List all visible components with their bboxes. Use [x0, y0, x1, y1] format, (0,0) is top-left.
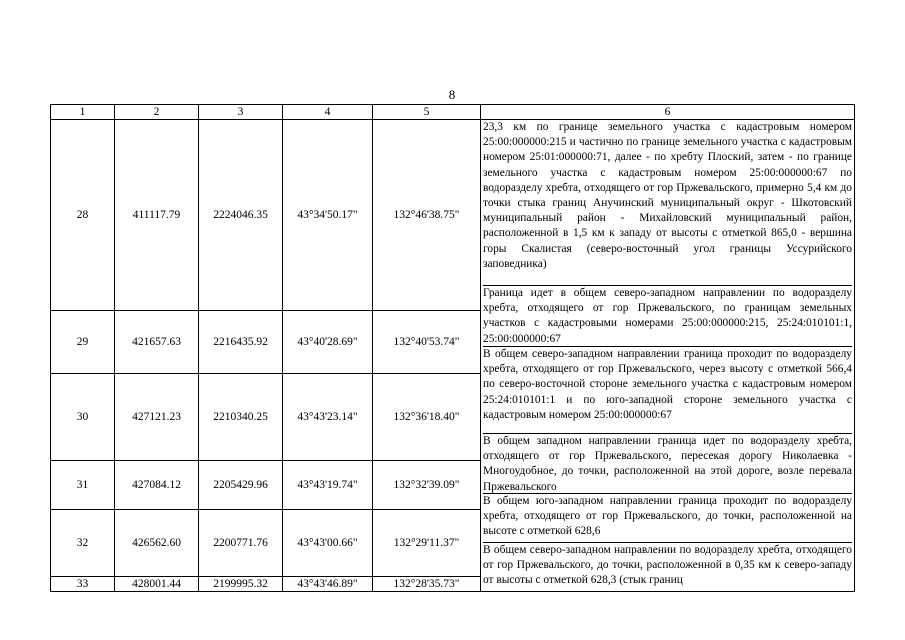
coord-y: 2205429.96 — [199, 461, 283, 510]
coord-x: 426562.60 — [115, 510, 199, 577]
coord-y: 2210340.25 — [199, 374, 283, 461]
coord-y: 2224046.35 — [199, 120, 283, 311]
latitude: 43°43'00.66" — [283, 510, 373, 577]
column-header: 5 — [373, 105, 481, 120]
column-header: 4 — [283, 105, 373, 120]
longitude: 132°36'18.40" — [373, 374, 481, 461]
header-row — [51, 105, 855, 120]
point-number: 30 — [51, 374, 115, 461]
longitude: 132°28'35.73" — [373, 577, 481, 592]
column-header: 2 — [115, 105, 199, 120]
table-row — [51, 120, 855, 311]
point-number: 33 — [51, 577, 115, 592]
coord-y: 2200771.76 — [199, 510, 283, 577]
coord-x: 428001.44 — [115, 577, 199, 592]
longitude: 132°46'38.75" — [373, 120, 481, 311]
coord-x: 427084.12 — [115, 461, 199, 510]
latitude: 43°43'46.89" — [283, 577, 373, 592]
column-header: 1 — [51, 105, 115, 120]
page-number: 8 — [448, 87, 456, 102]
latitude: 43°43'23.14" — [283, 374, 373, 461]
coord-y: 2199995.32 — [199, 577, 283, 592]
coord-y: 2216435.92 — [199, 311, 283, 374]
coordinates-table — [50, 104, 855, 592]
latitude: 43°34'50.17" — [283, 120, 373, 311]
coord-x: 421657.63 — [115, 311, 199, 374]
boundary-description: В общем северо-западном направлении граница проходит по водоразделу хребта, отходящего от гор Пржевальского, через высоту с отметкой 566,4 по северо-восточной стороне земельного участка с кадастровым номером 25:24:010101:1 и по юго-западной стороне земельного участка с кадастровым номером 25:00:000000:67 — [483, 346, 852, 433]
latitude: 43°43'19.74" — [283, 461, 373, 510]
longitude: 132°29'11.37" — [373, 510, 481, 577]
boundary-description: В общем северо-западном направлении по водоразделу хребта, отходящего от гор Пржевальского, до точки, расположенной в 0,35 км к северо-западу от высоты с отметкой 628,3 (стык границ — [483, 544, 852, 587]
boundary-description: В общем западном направлении граница идет по водоразделу хребта, отходящего от гор Пржевальского, пересекая дорогу Николаевка - Многоудобное, до точки, расположенной на этой дороге, возле перевала Пржевальского — [483, 435, 852, 493]
boundary-description: В общем юго-западном направлении граница проходит по водоразделу хребта, отходящего от гор Пржевальского, до точки, расположенной на высоте с отметкой 628,6 — [483, 493, 852, 542]
boundary-description-column — [481, 120, 855, 592]
point-number: 29 — [51, 311, 115, 374]
boundary-description: Граница идет в общем северо-западном направлении по водоразделу хребта, отходящего от гор Пржевальского, по границам земельных участков с кадастровыми номерами 25:00:000000:215, 25:24:010101:1, 25:00:000000:67 — [483, 287, 852, 345]
longitude: 132°40'53.74" — [373, 311, 481, 374]
coord-x: 427121.23 — [115, 374, 199, 461]
point-number: 31 — [51, 461, 115, 510]
point-number: 32 — [51, 510, 115, 577]
column-header: 3 — [199, 105, 283, 120]
point-number: 28 — [51, 120, 115, 311]
latitude: 43°40'28.69" — [283, 311, 373, 374]
longitude: 132°32'39.09" — [373, 461, 481, 510]
column-header: 6 — [481, 105, 855, 120]
boundary-description: 23,3 км по границе земельного участка с кадастровым номером 25:00:000000:215 и частично по границе земельного участка с кадастровым номером 25:01:000000:71, далее - по хребту Плоский, затем - по границе земельного участка с кадастровым номером 25:00:000000:67 по водоразделу хребта, отходящего от гор Пржевальского, примерно 5,4 км до точки стыка границ Анучинский муниципальный округ - Шкотовский муниципальный район - Михайловский муниципальный район, расположенной в 1,5 км к западу от высоты с отметкой 865,0 - вершина горы Скалистая (северо-восточный угол границы Уссурийского заповедника) — [483, 121, 852, 270]
coord-x: 411117.79 — [115, 120, 199, 311]
